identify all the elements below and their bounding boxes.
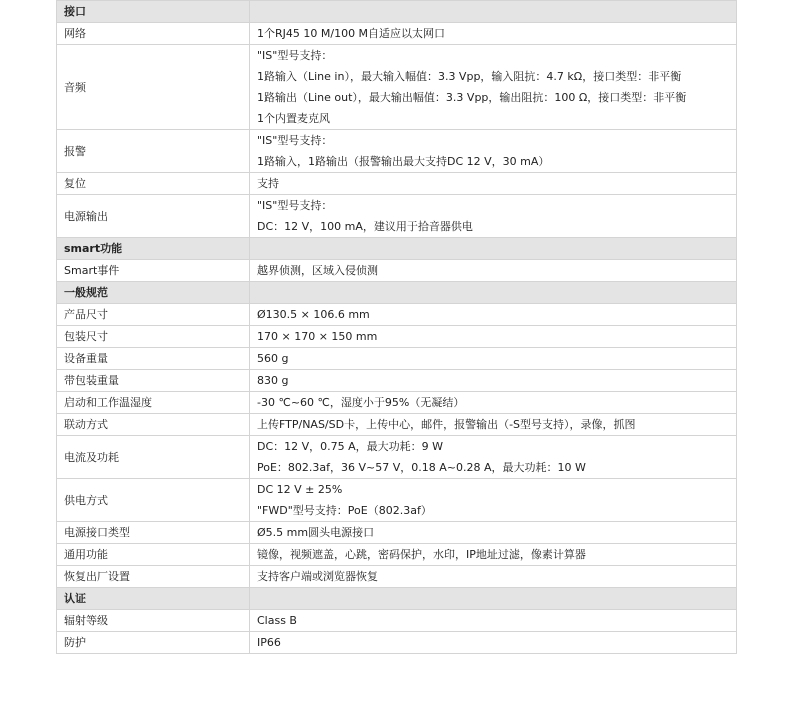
spec-value bbox=[250, 544, 737, 566]
spec-value bbox=[250, 479, 737, 522]
section-filler bbox=[250, 238, 737, 260]
section-title: 接口 bbox=[57, 1, 250, 23]
spec-value-line: 1路输入，1路输出（报警输出最大支持DC 12 V，30 mA） bbox=[257, 155, 550, 168]
spec-value-line: DC 12 V ± 25% bbox=[257, 483, 343, 496]
spec-value bbox=[250, 414, 737, 436]
spec-key: 电流及功耗 bbox=[57, 436, 250, 479]
spec-row bbox=[57, 370, 737, 392]
spec-key: 供电方式 bbox=[57, 479, 250, 522]
spec-row bbox=[57, 392, 737, 414]
spec-value bbox=[250, 23, 737, 45]
spec-key: Smart事件 bbox=[57, 260, 250, 282]
spec-value-line: DC：12 V，100 mA，建议用于拾音器供电 bbox=[257, 220, 473, 233]
spec-value-line: 170 × 170 × 150 mm bbox=[257, 330, 378, 343]
spec-value-line: 1个内置麦克风 bbox=[257, 112, 330, 125]
spec-key: 防护 bbox=[57, 632, 250, 654]
spec-row bbox=[57, 566, 737, 588]
spec-value bbox=[250, 522, 737, 544]
section-header bbox=[57, 1, 737, 23]
spec-value-line: Class B bbox=[257, 614, 297, 627]
spec-value bbox=[250, 566, 737, 588]
spec-key: 联动方式 bbox=[57, 414, 250, 436]
spec-row bbox=[57, 173, 737, 195]
spec-value-line: "FWD"型号支持：PoE（802.3af） bbox=[257, 504, 432, 517]
section-title: smart功能 bbox=[57, 238, 250, 260]
spec-key: 复位 bbox=[57, 173, 250, 195]
section-header bbox=[57, 282, 737, 304]
spec-row bbox=[57, 304, 737, 326]
spec-value-line: 支持 bbox=[257, 177, 279, 190]
spec-key: 电源接口类型 bbox=[57, 522, 250, 544]
spec-value bbox=[250, 392, 737, 414]
section-title: 一般规范 bbox=[57, 282, 250, 304]
spec-key: 包装尺寸 bbox=[57, 326, 250, 348]
spec-value-line: 上传FTP/NAS/SD卡，上传中心，邮件，报警输出（-S型号支持），录像，抓图 bbox=[257, 418, 636, 431]
spec-value-line: 镜像，视频遮盖，心跳，密码保护，水印，IP地址过滤，像素计算器 bbox=[257, 548, 586, 561]
spec-key: 带包装重量 bbox=[57, 370, 250, 392]
spec-row bbox=[57, 45, 737, 130]
spec-value-line: 560 g bbox=[257, 352, 289, 365]
section-filler bbox=[250, 1, 737, 23]
spec-key: 启动和工作温湿度 bbox=[57, 392, 250, 414]
spec-value bbox=[250, 610, 737, 632]
spec-row bbox=[57, 130, 737, 173]
spec-row bbox=[57, 23, 737, 45]
spec-value-line: 1个RJ45 10 M/100 M自适应以太网口 bbox=[257, 27, 446, 40]
spec-value-line: -30 ℃~60 ℃，湿度小于95%（无凝结） bbox=[257, 396, 465, 409]
spec-row bbox=[57, 348, 737, 370]
spec-value-line: 830 g bbox=[257, 374, 289, 387]
spec-value-line: PoE：802.3af，36 V~57 V，0.18 A~0.28 A，最大功耗：10 W bbox=[257, 461, 586, 474]
spec-row bbox=[57, 436, 737, 479]
spec-value-line: "IS"型号支持： bbox=[257, 199, 333, 212]
spec-key: 辐射等级 bbox=[57, 610, 250, 632]
spec-value bbox=[250, 370, 737, 392]
spec-key: 恢复出厂设置 bbox=[57, 566, 250, 588]
spec-row bbox=[57, 544, 737, 566]
spec-value bbox=[250, 326, 737, 348]
spec-key: 设备重量 bbox=[57, 348, 250, 370]
spec-value-line: 1路输出（Line out），最大输出幅值：3.3 Vpp，输出阻抗：100 Ω，接口类型：非平衡 bbox=[257, 91, 687, 104]
spec-value bbox=[250, 130, 737, 173]
spec-value-line: "IS"型号支持： bbox=[257, 134, 333, 147]
spec-value-line: "IS"型号支持： bbox=[257, 49, 333, 62]
spec-value-line: 支持客户端或浏览器恢复 bbox=[257, 570, 378, 583]
spec-value-line: Ø130.5 × 106.6 mm bbox=[257, 308, 370, 321]
spec-value-line: IP66 bbox=[257, 636, 281, 649]
spec-value bbox=[250, 436, 737, 479]
spec-body bbox=[57, 1, 737, 654]
spec-key: 通用功能 bbox=[57, 544, 250, 566]
spec-value-line: Ø5.5 mm圆头电源接口 bbox=[257, 526, 375, 539]
spec-value-line: DC：12 V，0.75 A，最大功耗：9 W bbox=[257, 440, 444, 453]
spec-row bbox=[57, 326, 737, 348]
spec-row bbox=[57, 610, 737, 632]
spec-value-line: 1路输入（Line in），最大输入幅值：3.3 Vpp，输入阻抗：4.7 kΩ，接口类型：非平衡 bbox=[257, 70, 682, 83]
section-title: 认证 bbox=[57, 588, 250, 610]
spec-key: 电源输出 bbox=[57, 195, 250, 238]
spec-value-line: 越界侦测，区域入侵侦测 bbox=[257, 264, 378, 277]
section-header bbox=[57, 238, 737, 260]
spec-value bbox=[250, 348, 737, 370]
spec-row bbox=[57, 414, 737, 436]
spec-key: 产品尺寸 bbox=[57, 304, 250, 326]
spec-row bbox=[57, 632, 737, 654]
spec-table bbox=[56, 0, 737, 654]
spec-value bbox=[250, 173, 737, 195]
section-filler bbox=[250, 588, 737, 610]
spec-key: 报警 bbox=[57, 130, 250, 173]
section-header bbox=[57, 588, 737, 610]
spec-row bbox=[57, 479, 737, 522]
spec-value bbox=[250, 260, 737, 282]
spec-value bbox=[250, 632, 737, 654]
spec-row bbox=[57, 260, 737, 282]
spec-value bbox=[250, 304, 737, 326]
spec-key: 网络 bbox=[57, 23, 250, 45]
spec-row bbox=[57, 195, 737, 238]
spec-row bbox=[57, 522, 737, 544]
spec-key: 音频 bbox=[57, 45, 250, 130]
spec-value bbox=[250, 195, 737, 238]
section-filler bbox=[250, 282, 737, 304]
spec-value bbox=[250, 45, 737, 130]
